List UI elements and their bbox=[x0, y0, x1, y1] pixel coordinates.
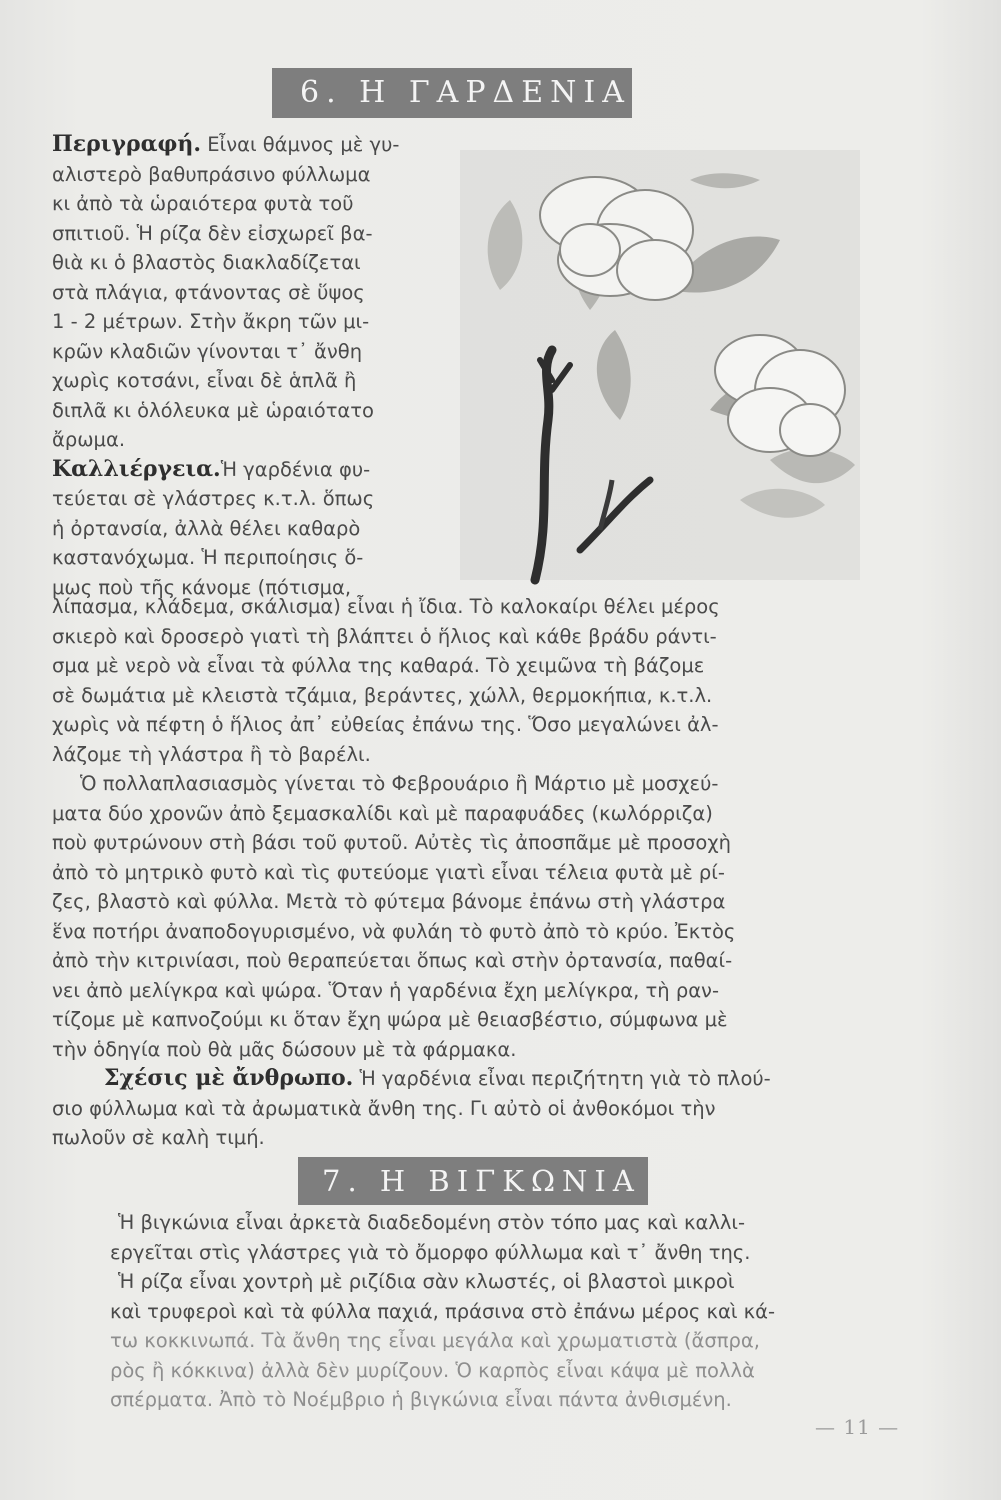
text-line: εργεῖται στὶς γλάστρες γιὰ τὸ ὄμορφο φύλλωμα καὶ τ᾽ ἄνθη της. bbox=[110, 1240, 751, 1264]
gardenia-main-text bbox=[52, 592, 882, 1153]
text-line: σπέρματα. Ἀπὸ τὸ Νοέμβριο ἡ βιγκώνια εἶναι πάντα ἀνθισμένη. bbox=[110, 1388, 732, 1411]
section-6-title: 6. Η ΓΑΡΔΕΝΙΑ bbox=[272, 68, 632, 118]
text-line: μως ποὺ τῆς κάνομε (πότισμα, bbox=[52, 575, 352, 599]
text-line: νει ἀπὸ μελίγκρα καὶ ψώρα. Ὅταν ἡ γαρδένια ἔχη μελίγκρα, τὴ ραν- bbox=[52, 978, 719, 1002]
text-line: τω κοκκινωπά. Τὰ ἄνθη της εἶναι μεγάλα καὶ χρωματιστὰ (ἄσπρα, bbox=[110, 1329, 760, 1352]
text-line: ποὺ φυτρώνουν στὴ βάσι τοῦ φυτοῦ. Αὐτὲς τὶς ἀποσπᾶμε μὲ προσοχὴ bbox=[52, 831, 731, 854]
text-line: ρὸς ἢ κόκκινα) ἀλλὰ δὲν μυρίζουν. Ὁ καρπὸς εἶναι κάψα μὲ πολλὰ bbox=[110, 1358, 755, 1382]
relation-first-line: Σχέσις μὲ ἄνθρωπο. Ἡ γαρδένια εἶναι περιζήτητη γιὰ τὸ πλού- bbox=[104, 1065, 771, 1091]
description-first-line: Περιγραφή. Εἶναι θάμνος μὲ γυ- bbox=[52, 131, 400, 157]
text-line: διπλᾶ κι ὁλόλευκα μὲ ὡραιότατο bbox=[52, 398, 374, 422]
text-line: λίπασμα, κλάδεμα, σκάλισμα) εἶναι ἡ ἴδια. Τὸ καλοκαίρι θέλει μέρος bbox=[52, 595, 720, 618]
text-line: σκιερὸ καὶ δροσερὸ γιατὶ τὴ βλάπτει ὁ ἥλιος καὶ κάθε βράδυ ράντι- bbox=[52, 624, 717, 648]
section-7-title: 7. Η ΒΙΓΚΩΝΙΑ bbox=[298, 1157, 648, 1205]
text-line: αλιστερὸ βαθυπράσινο φύλλωμα bbox=[52, 162, 371, 186]
text-line: ἀπὸ τὴν κιτρινίασι, ποὺ θεραπεύεται ὅπως καὶ στὴν ὀρτανσία, παθαί- bbox=[52, 949, 733, 972]
text-line: σπιτιοῦ. Ἡ ρίζα δὲν εἰσχωρεῖ βα- bbox=[52, 221, 373, 245]
cultivation-first-line: Καλλιέργεια.Ἡ γαρδένια φυ- bbox=[52, 455, 371, 482]
text-line: ματα δύο χρονῶν ἀπὸ ξεμασκαλίδι καὶ μὲ παραφυάδες (κωλόρριζα) bbox=[52, 801, 713, 825]
text-line: θιὰ κι ὁ βλαστὸς διακλαδίζεται bbox=[52, 251, 361, 274]
text-line: σμα μὲ νερὸ νὰ εἶναι τὰ φύλλα της καθαρά. Τὸ χειμῶνα τὴ βάζομε bbox=[52, 654, 705, 677]
text-line: χωρὶς νὰ πέφτη ὁ ἥλιος ἀπ᾽ εὐθείας ἐπάνω της. Ὅσο μεγαλώνει ἀλ- bbox=[52, 713, 719, 736]
text-line: στὰ πλάγια, φτάνοντας σὲ ὕψος bbox=[52, 280, 365, 304]
text-line: τίζομε μὲ καπνοζούμι κι ὅταν ἔχη ψώρα μὲ θειασβέστιο, σύμφωνα μὲ bbox=[52, 1008, 728, 1031]
text-line: κι ἀπὸ τὰ ὡραιότερα φυτὰ τοῦ bbox=[52, 192, 354, 215]
text-line: χωρὶς κοτσάνι, εἶναι δὲ ἁπλᾶ ἢ bbox=[52, 369, 357, 392]
page-number: — 11 — bbox=[815, 1415, 900, 1439]
text-line: Ἡ βιγκώνια εἶναι ἀρκετὰ διαδεδομένη στὸν τόπο μας καὶ καλλι- bbox=[118, 1211, 746, 1234]
text-line: τεύεται σὲ γλάστρες κ.τ.λ. ὅπως bbox=[52, 487, 375, 510]
text-line: κρῶν κλαδιῶν γίνονται τ᾽ ἄνθη bbox=[52, 339, 363, 363]
text-line: ζες, βλαστὸ καὶ φύλλα. Μετὰ τὸ φύτεμα βάνομε ἐπάνω στὴ γλάστρα bbox=[52, 890, 726, 913]
text-line: λάζομε τὴ γλάστρα ἢ τὸ βαρέλι. bbox=[52, 742, 371, 766]
text-line: 1 - 2 μέτρων. Στὴν ἄκρη τῶν μι- bbox=[52, 310, 370, 333]
description-heading: Περιγραφή. bbox=[52, 131, 202, 157]
gardenia-description-block bbox=[52, 130, 432, 602]
relation-heading: Σχέσις μὲ ἄνθρωπο. bbox=[104, 1065, 354, 1091]
text-line: σιο φύλλωμα καὶ τὰ ἀρωματικὰ ἄνθη της. Γι αὐτὸ οἱ ἀνθοκόμοι τὴν bbox=[52, 1096, 716, 1120]
text-line: ἀπὸ τὸ μητρικὸ φυτὸ καὶ τὶς φυτεύομε γιατὶ εἶναι τέλεια φυτὰ μὲ ρί- bbox=[52, 860, 725, 884]
text-line: ἄρωμα. bbox=[52, 428, 126, 451]
text-line: πωλοῦν σὲ καλὴ τιμή. bbox=[52, 1126, 265, 1149]
cultivation-heading: Καλλιέργεια. bbox=[52, 455, 221, 482]
text-line: σὲ δωμάτια μὲ κλειστὰ τζάμια, βεράντες, χώλλ, θερμοκήπια, κ.τ.λ. bbox=[52, 683, 713, 707]
begonia-text bbox=[110, 1208, 878, 1415]
text-line: Ὁ πολλαπλασιασμὸς γίνεται τὸ Φεβρουάριο ἢ Μάρτιο μὲ μοσχεύ- bbox=[80, 772, 719, 795]
text-line: Ἡ ρίζα εἶναι χοντρὴ μὲ ριζίδια σὰν κλωστές, οἱ βλαστοὶ μικροὶ bbox=[118, 1270, 735, 1293]
text-line: ἡ ὀρτανσία, ἀλλὰ θέλει καθαρὸ bbox=[52, 516, 361, 540]
text-line: καὶ τρυφεροὶ καὶ τὰ φύλλα παχιά, πράσινα στὸ ἐπάνω μέρος καὶ κά- bbox=[110, 1299, 776, 1323]
gardenia-flower-icon bbox=[440, 120, 870, 590]
text-line: καστανόχωμα. Ἡ περιποίησις ὅ- bbox=[52, 546, 364, 569]
text-line: ἕνα ποτήρι ἀναποδογυρισμένο, νὰ φυλάη τὸ φυτὸ ἀπὸ τὸ κρύο. Ἐκτὸς bbox=[52, 919, 736, 943]
text-line: τὴν ὁδηγία ποὺ θὰ μᾶς δώσουν μὲ τὰ φάρμακα. bbox=[52, 1037, 517, 1061]
